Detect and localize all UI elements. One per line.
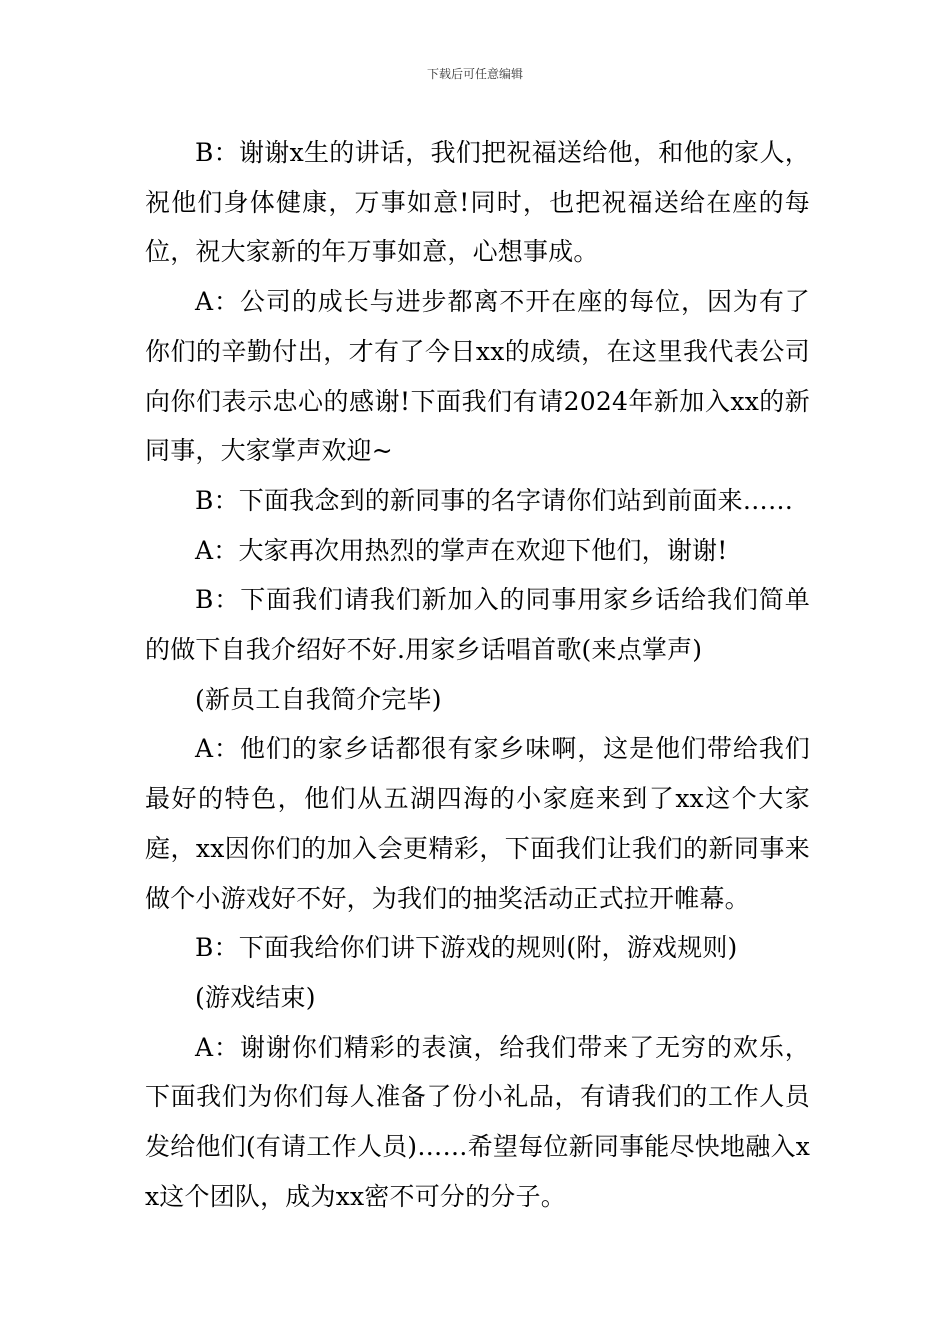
paragraph: (新员工自我简介完毕) <box>195 684 442 714</box>
paragraph: B：谢谢x生的讲话，我们把祝福送给他，和他的家人，祝他们身体健康，万事如意!同时，也把祝福送给在座的每位，祝大家新的年万事如意，心想事成。 <box>145 138 810 267</box>
paragraph: A：他们的家乡话都很有家乡味啊，这是他们带给我们最好的特色，他们从五湖四海的小家庭来到了xx这个大家庭，xx因你们的加入会更精彩，下面我们让我们的新同事来做个小游戏好不好，为我们的抽奖活动正式拉开帷幕。 <box>145 734 810 913</box>
paragraph: B：下面我给你们讲下游戏的规则(附，游戏规则) <box>195 933 738 963</box>
paragraph: (游戏结束) <box>195 982 316 1012</box>
header-note: 下载后可任意编辑 <box>426 67 523 81</box>
paragraph: A：公司的成长与进步都离不开在座的每位，因为有了你们的辛勤付出，才有了今日xx的成绩，在这里我代表公司向你们表示忠心的感谢!下面我们有请2024年新加入xx的新同事，大家掌声欢迎~ <box>145 287 810 466</box>
paragraph: B：下面我念到的新同事的名字请你们站到前面来…… <box>195 485 794 515</box>
paragraph: B：下面我们请我们新加入的同事用家乡话给我们简单的做下自我介绍好不好.用家乡话唱首歌(来点掌声) <box>145 585 810 665</box>
paragraph: A：谢谢你们精彩的表演，给我们带来了无穷的欢乐，下面我们为你们每人准备了份小礼品，有请我们的工作人员发给他们(有请工作人员)……希望每位新同事能尽快地融入xx这个团队，成为xx密不可分的分子。 <box>145 1032 810 1211</box>
paragraph: A：大家再次用热烈的掌声在欢迎下他们，谢谢! <box>195 535 728 565</box>
document-body <box>145 128 810 1221</box>
